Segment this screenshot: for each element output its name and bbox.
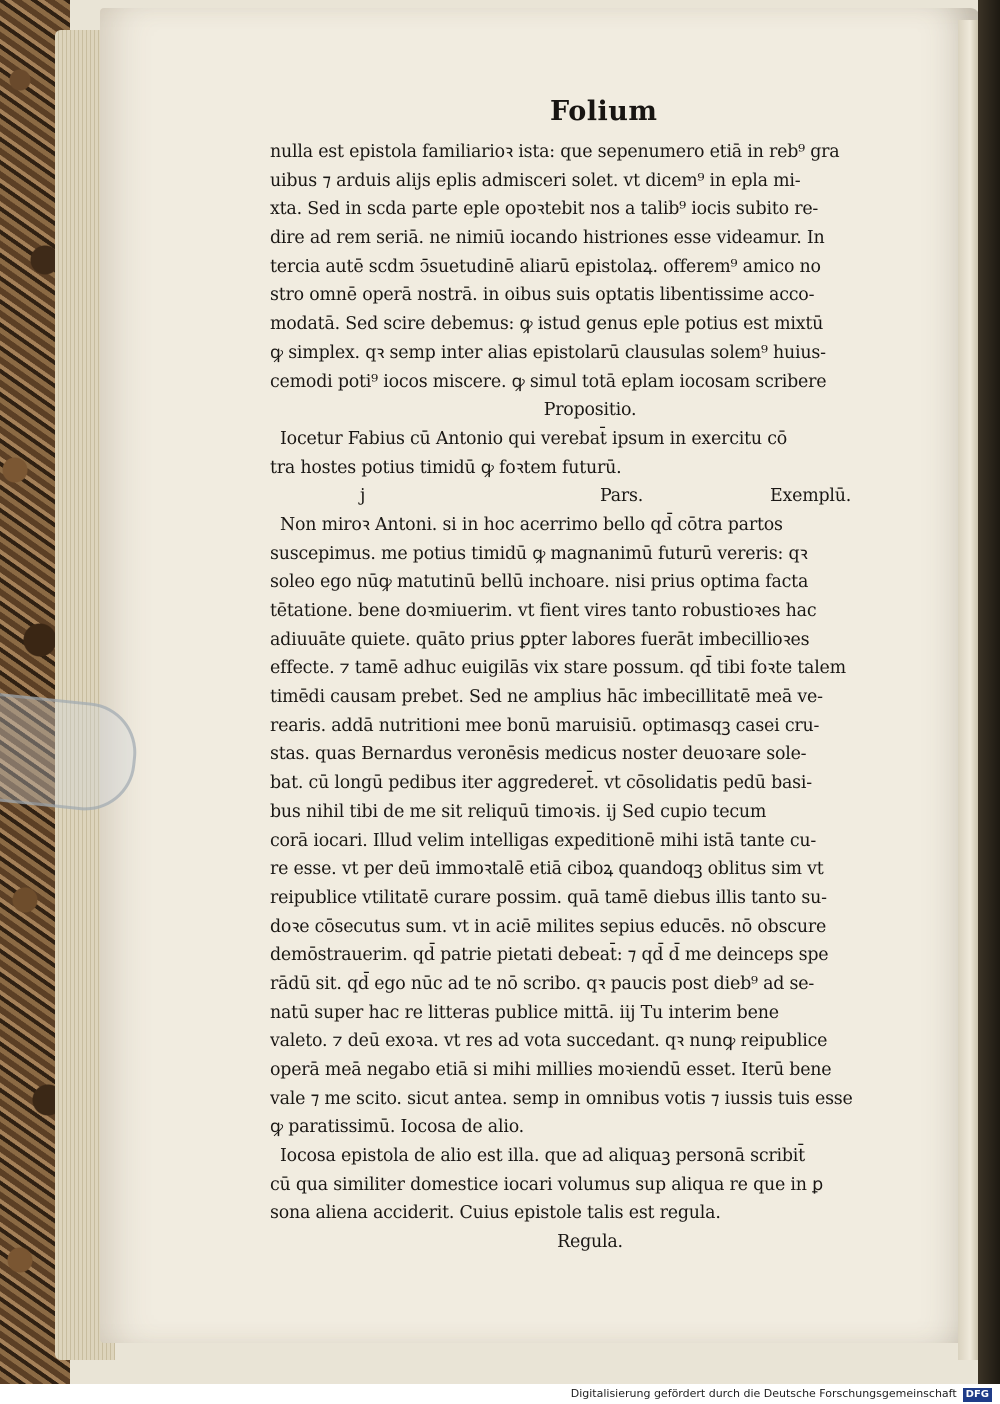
text-line: effecte. ⁊ tamē adhuc euigilās vix stare possum. qd̄ tibi foꝛte talem — [270, 658, 846, 679]
text-line: nulla est epistola familiarioꝛ ista: que sepenumero etiā in reb⁹ gra — [270, 142, 840, 162]
text-line: rearis. addā nutritioni mee bonū maruisiū. optimasqꝫ casei cru- — [270, 715, 820, 736]
text-line: reipublice vtilitatē curare possim. quā tamē diebus illis tanto su- — [270, 887, 827, 908]
text-line: operā meā negabo etiā si mihi millies moꝛiendū esset. Iterū bene — [270, 1060, 832, 1080]
text-line: tra hostes potius timidū ꝙ foꝛtem futurū. — [270, 457, 622, 478]
text-line: soleo ego nūꝙ matutinū bellū inchoare. nisi prius optima facta — [270, 572, 809, 593]
text-line: ꝙ paratissimū. Iocosa de alio. — [270, 1117, 524, 1138]
text-line: tercia autē scdm ↄ̄suetudinē aliarū epistolaꝝ. offerem⁹ amico no — [270, 256, 821, 277]
text-line: suscepimus. me potius timidū ꝙ magnanimū futurū vereris: qꝛ — [270, 543, 808, 564]
text-line: rādū sit. qd̄ ego nūc ad te nō scribo. qꝛ paucis post dieb⁹ ad se- — [270, 973, 815, 994]
pars-number: j — [360, 486, 366, 507]
text-line: re esse. vt per deū immoꝛtalē etiā ciboꝝ quandoqꝫ oblitus sim vt — [270, 859, 824, 880]
text-line: demōstrauerim. qd̄ patrie pietati debeat̄: ⁊ qd̄ d̄ me deinceps spe — [270, 945, 829, 966]
text-line: tētatione. bene doꝛmiuerim. vt fient vires tanto robustioꝛes hac — [270, 601, 817, 621]
text-line: Iocetur Fabius cū Antonio qui verebat̄ ipsum in exercitu cō — [280, 428, 788, 449]
text-line: stas. quas Bernardus veronēsis medicus noster deuoꝛare sole- — [270, 744, 807, 765]
text-line: Iocosa epistola de alio est illa. que ad aliquaꝫ personā scribit̄ — [280, 1146, 805, 1167]
dfg-logo: DFG — [963, 1388, 992, 1402]
pars-heading-row — [270, 482, 910, 511]
text-line: xta. Sed in scda parte eple opoꝛtebit nos a talib⁹ iocis subito re- — [270, 199, 819, 220]
text-line: stro omnē operā nostrā. in oibus suis optatis libentissime acco- — [270, 285, 815, 306]
text-line: uibus ⁊ arduis alijs eplis admisceri solet. vt dicem⁹ in epla mi- — [270, 170, 801, 191]
text-line: cemodi poti⁹ iocos miscere. ꝙ simul totā eplam iocosam scribere — [270, 371, 827, 392]
credit-text: Digitalisierung gefördert durch die Deutsche Forschungsgemeinschaft — [570, 1387, 957, 1400]
text-line: adiuuāte quiete. quāto prius ꝑpter labores fuerāt imbecillioꝛes — [270, 629, 810, 650]
text-line: modatā. Sed scire debemus: ꝙ istud genus eple potius est mixtū — [270, 314, 824, 335]
text-line: ꝙ simplex. qꝛ semp inter alias epistolarū clausulas solem⁹ huius- — [270, 342, 826, 363]
text-line: vale ⁊ me scito. sicut antea. semp in omnibus votis ⁊ iussis tuis esse — [270, 1088, 853, 1109]
text-line: timēdi causam prebet. Sed ne amplius hāc imbecillitatē meā ve- — [270, 687, 823, 708]
text-line: bat. cū longū pedibus iter aggrederet̄. vt cōsolidatis pedū basi- — [270, 773, 812, 794]
text-line: cū qua similiter domestice iocari volumus sup aliqua re que in ꝑ — [270, 1174, 823, 1195]
section-heading: Regula. — [557, 1232, 623, 1253]
text-line: dire ad rem seriā. ne nimiū iocando histriones esse videamur. In — [270, 228, 825, 249]
page-header: Folium — [550, 96, 658, 127]
exemplum-title: Exemplū. — [770, 486, 852, 507]
text-line: natū super hac re litteras publice mittā. iij Tu interim bene — [270, 1002, 779, 1023]
digitization-credit — [0, 1384, 1000, 1404]
pars-title: Pars. — [600, 486, 644, 507]
text-line: Non miroꝛ Antoni. si in hoc acerrimo bello qd̄ cōtra partos — [280, 514, 783, 535]
text-line: corā iocari. Illud velim intelligas expeditionē mihi istā tante cu- — [270, 830, 817, 851]
text-line: doꝛe cōsecutus sum. vt in aciē milites sepius educēs. nō obscure — [270, 916, 827, 937]
text-line: valeto. ⁊ deū exoꝛa. vt res ad vota succedant. qꝛ nunꝙ reipublice — [270, 1031, 828, 1052]
page-text — [270, 138, 910, 1257]
section-heading: Propositio. — [543, 400, 637, 421]
text-line: bus nihil tibi de me sit reliquū timoꝛis. ij Sed cupio tecum — [270, 801, 767, 822]
facing-page-edge — [958, 20, 978, 1360]
cover-right — [978, 0, 1000, 1384]
text-line: sona aliena acciderit. Cuius epistole talis est regula. — [270, 1203, 721, 1224]
